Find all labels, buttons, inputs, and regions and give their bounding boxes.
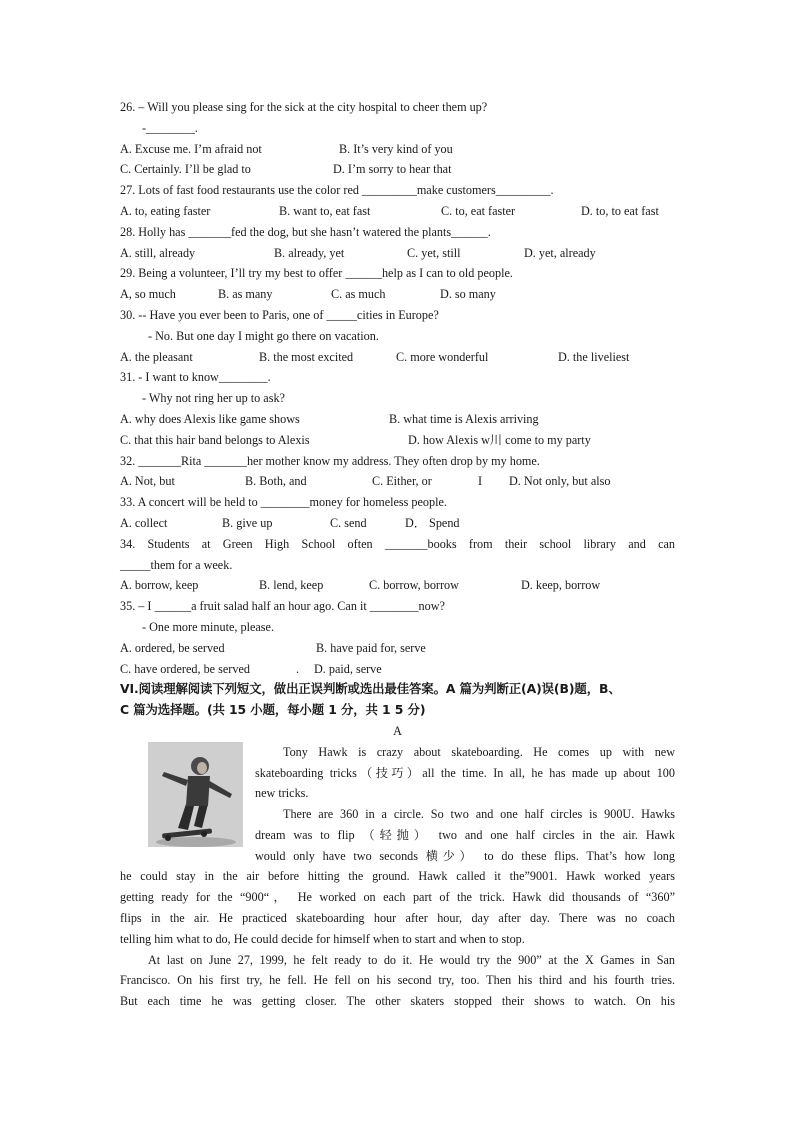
question-26-options-ab bbox=[120, 139, 675, 160]
passage-line: getting ready for the “900“， He worked on each part of the trick. Hawk did thousands of “360” bbox=[120, 890, 675, 905]
q33-option-d[interactable]: D． Spend bbox=[405, 515, 460, 530]
question-26-options-cd bbox=[120, 159, 675, 180]
question-31-options-cd bbox=[120, 430, 675, 451]
q33-option-c[interactable]: C. send bbox=[330, 515, 367, 530]
passage-line: At last on June 27, 1999, he felt ready to do it. He would try the 900” at the X Games in San bbox=[148, 952, 675, 967]
q30-option-d[interactable]: D. the liveliest bbox=[558, 349, 630, 364]
q31-option-c[interactable]: C. that this hair band belongs to Alexis bbox=[120, 432, 310, 447]
q32-option-c[interactable]: C. Either, or bbox=[372, 474, 432, 489]
skateboarder-photo bbox=[148, 742, 243, 847]
q32-option-b[interactable]: B. Both, and bbox=[245, 474, 307, 489]
question-26-reply: -________. bbox=[142, 120, 198, 135]
q26-option-d[interactable]: D. I’m sorry to hear that bbox=[333, 162, 452, 177]
q34-option-b[interactable]: B. lend, keep bbox=[259, 578, 324, 593]
passage-a-paragraph-3 bbox=[120, 950, 675, 1012]
section-6-heading-line1: VI.阅读理解阅读下列短文，做出正误判断或选出最佳答案。A 篇为判断正(A)误(B)题，B、 bbox=[120, 681, 621, 697]
q28-option-d[interactable]: D. yet, already bbox=[524, 245, 596, 260]
q27-option-a[interactable]: A. to, eating faster bbox=[120, 203, 211, 218]
question-32-stem: 32. _______Rita _______her mother know my address. They often drop by my home. bbox=[120, 453, 540, 468]
passage-line: But each time he was getting closer. The other skaters stopped their shows to watch. On his bbox=[120, 994, 675, 1009]
passage-a-label: A bbox=[393, 723, 402, 738]
question-30-reply: - No. But one day I might go there on vacation. bbox=[148, 328, 379, 343]
q26-option-c[interactable]: C. Certainly. I’ll be glad to bbox=[120, 162, 251, 177]
q34-option-d[interactable]: D. keep, borrow bbox=[521, 578, 601, 593]
q35-stray-mark: . bbox=[296, 661, 300, 676]
question-30-stem: 30. -- Have you ever been to Paris, one of _____cities in Europe? bbox=[120, 307, 439, 322]
question-29-options bbox=[120, 284, 675, 305]
q27-option-d[interactable]: D. to, to eat fast bbox=[581, 203, 659, 218]
q29-option-a[interactable]: A, so much bbox=[120, 287, 176, 302]
passage-line: Tony Hawk is crazy about skateboarding. He comes up with new bbox=[283, 744, 675, 759]
q30-option-c[interactable]: C. more wonderful bbox=[396, 349, 489, 364]
passage-line: dream was to flip （轻抛） two and one half circles in the air. Hawk bbox=[255, 827, 675, 842]
question-26-stem: 26. – Will you please sing for the sick at the city hospital to cheer them up? bbox=[120, 100, 488, 114]
question-31-options-ab bbox=[120, 409, 675, 430]
question-35-options-cd bbox=[120, 659, 675, 680]
question-34-stem: 34. Students at Green High School often _______books from their school library and can bbox=[120, 536, 675, 551]
q29-option-b[interactable]: B. as many bbox=[218, 287, 273, 302]
q32-option-d[interactable]: D. Not only, but also bbox=[509, 474, 611, 489]
question-28-options bbox=[120, 243, 675, 264]
q26-option-a[interactable]: A. Excuse me. I’m afraid not bbox=[120, 141, 262, 156]
q30-option-a[interactable]: A. the pleasant bbox=[120, 349, 193, 364]
passage-line: would only have two seconds 横少） to do these flips. That’s how long bbox=[255, 848, 675, 863]
passage-line: skateboarding tricks（技巧）all the time. In all, he has made up about 100 bbox=[255, 765, 675, 780]
q26-option-b[interactable]: B. It’s very kind of you bbox=[339, 141, 453, 156]
q35-option-c[interactable]: C. have ordered, be served bbox=[120, 661, 250, 676]
q33-option-b[interactable]: B. give up bbox=[222, 515, 273, 530]
q30-option-b[interactable]: B. the most excited bbox=[259, 349, 354, 364]
q27-option-b[interactable]: B. want to, eat fast bbox=[279, 203, 371, 218]
q27-option-c[interactable]: C. to, eat faster bbox=[441, 203, 516, 218]
question-32-options bbox=[120, 471, 675, 492]
question-27-options bbox=[120, 201, 675, 222]
q29-option-d[interactable]: D. so many bbox=[440, 287, 496, 302]
question-33-stem: 33. A concert will be held to ________money for homeless people. bbox=[120, 495, 447, 510]
passage-a-top bbox=[120, 742, 675, 867]
q28-option-a[interactable]: A. still, already bbox=[120, 245, 196, 260]
question-31-reply: - Why not ring her up to ask? bbox=[142, 391, 285, 406]
q32-option-a[interactable]: A. Not, but bbox=[120, 474, 175, 489]
passage-line: new tricks. bbox=[255, 786, 309, 801]
section-6-heading-line2: C 篇为选择题。(共 15 小题，每小题 1 分，共 1 5 分) bbox=[120, 702, 426, 718]
q28-option-c[interactable]: C. yet, still bbox=[407, 245, 461, 260]
passage-line: flips in the air. He practiced skateboarding hour after hour, day after day. There was no coach bbox=[120, 911, 675, 926]
passage-a-paragraph-2 bbox=[120, 866, 675, 949]
question-30-options bbox=[120, 347, 675, 368]
q35-option-b[interactable]: B. have paid for, serve bbox=[316, 640, 426, 655]
question-35-reply: - One more minute, please. bbox=[142, 619, 274, 634]
passage-line: There are 360 in a circle. So two and one half circles is 900U. Hawks bbox=[283, 807, 675, 822]
q32-stray-mark: I bbox=[478, 474, 483, 489]
passage-a-paragraph-1 bbox=[255, 742, 675, 867]
skateboarder-icon bbox=[148, 742, 243, 847]
question-29-stem: 29. Being a volunteer, I’ll try my best to offer ______help as I can to old people. bbox=[120, 266, 513, 281]
passage-line: telling him what to do, He could decide for himself when to start and when to stop. bbox=[120, 931, 525, 946]
q34-option-a[interactable]: A. borrow, keep bbox=[120, 578, 199, 593]
question-35-options-ab bbox=[120, 638, 675, 659]
question-35-stem: 35. – I ______a fruit salad half an hour ago. Can it ________now? bbox=[120, 599, 445, 614]
question-34-stem-cont: _____them for a week. bbox=[120, 557, 233, 572]
q31-option-b[interactable]: B. what time is Alexis arriving bbox=[389, 411, 539, 426]
page-content bbox=[120, 97, 675, 1012]
question-27-stem: 27. Lots of fast food restaurants use the color red _________make customers_________. bbox=[120, 183, 554, 198]
passage-line: Francisco. On his first try, he fell. He fell on his second try, too. Then his third and his fourth tries. bbox=[120, 973, 675, 988]
q35-option-a[interactable]: A. ordered, be served bbox=[120, 640, 225, 655]
q31-option-d[interactable]: D. how Alexis w川 come to my party bbox=[408, 432, 591, 447]
question-33-options bbox=[120, 513, 675, 534]
question-31-stem: 31. - I want to know________. bbox=[120, 370, 271, 385]
q33-option-a[interactable]: A. collect bbox=[120, 515, 168, 530]
question-34-options bbox=[120, 575, 675, 596]
q28-option-b[interactable]: B. already, yet bbox=[274, 245, 345, 260]
passage-line: he could stay in the air before hitting the ground. Hawk called it the”9001. Hawk worked years bbox=[120, 869, 675, 884]
q34-option-c[interactable]: C. borrow, borrow bbox=[369, 578, 459, 593]
question-28-stem: 28. Holly has _______fed the dog, but she hasn’t watered the plants______. bbox=[120, 224, 491, 239]
q35-option-d[interactable]: D. paid, serve bbox=[314, 661, 382, 676]
q29-option-c[interactable]: C. as much bbox=[331, 287, 386, 302]
q31-option-a[interactable]: A. why does Alexis like game shows bbox=[120, 411, 300, 426]
